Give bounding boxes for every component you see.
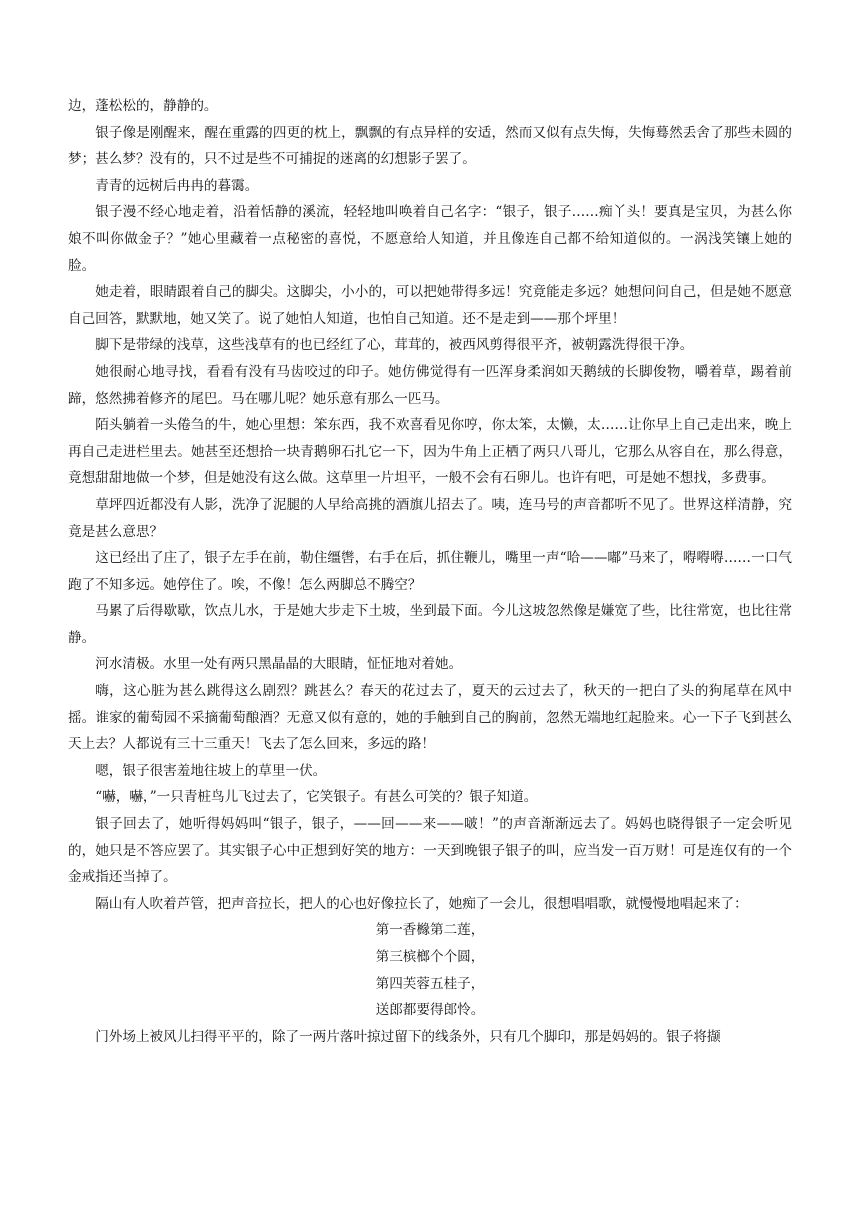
verse-line: 第一香櫞第二莲，	[375, 922, 485, 939]
document-page	[68, 93, 792, 1050]
verse-line: 第四芙蓉五桂子，	[375, 975, 485, 992]
paragraph: 陌头躺着一头倦刍的牛，她心里想：笨东西，我不欢喜看见你哼，你太笨，太懒，太……让你早上自己走出来，晚上再自己走进栏里去。她甚至还想拾一块青鹅卵石扎它一下，因为牛角上正栖了两只八哥儿，它那么从容自在，那么得意，竟想甜甜地做一个梦，但是她没有这么做。这草里一片坦平，一般不会有石卵儿。也许有吧，可是她不想找，多费事。	[68, 417, 792, 487]
paragraph: 这已经出了庄了，银子左手在前，勒住缰辔，右手在后，抓住鞭儿，嘴里一声“哈——嘟”马来了，嘚嘚嘚……一口气跑了不知多远。她停住了。唉，不像！怎么两脚总不腾空？	[68, 550, 792, 593]
paragraph: 马累了后得歇歇，饮点儿水，于是她大步走下土坡，坐到最下面。今儿这坡忽然像是嫌宽了些，比往常宽，也比往常静。	[68, 603, 792, 646]
paragraph-closing: 门外场上被风儿扫得平平的，除了一两片落叶掠过留下的线条外，只有几个脚印，那是妈妈的。银子将撷	[95, 1028, 721, 1045]
paragraph: 她很耐心地寻找，看看有没有马齿咬过的印子。她仿佛觉得有一匹浑身柔润如天鹅绒的长脚俊物，嚼着草，踢着前蹄，悠然拂着修齐的尾巴。马在哪儿呢？她乐意有那么一匹马。	[68, 363, 792, 407]
paragraph: 草坪四近都没有人影，洗净了泥腿的人早给高挑的酒旗儿招去了。咦，连马号的声音都听不见了。世界这样清静，究竟是甚么意思？	[68, 496, 792, 540]
paragraph: 脚下是带绿的浅草，这些浅草有的也已经红了心，茸茸的，被西风剪得很平齐，被朝露洗得很干净。	[95, 337, 694, 354]
verse-line: 送郎都要得郎怜。	[375, 1002, 485, 1019]
paragraph: “嚇，嚇，”一只青桩鸟儿飞过去了，它笑银子。有甚么可笑的？银子知道。	[95, 789, 538, 806]
paragraph: 嗨，这心脏为甚么跳得这么剧烈？跳甚么？春天的花过去了，夏天的云过去了，秋天的一把白了头的狗尾草在风中摇。谁家的葡萄园不采摘葡萄酿酒？无意又似有意的，她的手触到自己的胸前，忽然无端地红起脸来。心一下子飞到甚么天上去？人都说有三十三重天！飞去了怎么回来，多远的路！	[68, 683, 792, 753]
paragraph: 青青的远树后冉冉的暮霭。	[95, 177, 259, 194]
paragraph: 银子像是刚醒来，醒在重露的四更的枕上，飘飘的有点异样的安适，然而又似有点失悔，失悔蓦然丢舍了那些未圆的梦；甚么梦？没有的，只不过是些不可捕捉的迷离的幻想影子罢了。	[68, 124, 792, 168]
paragraph: 嗯，银子很害羞地往坡上的草里一伏。	[95, 762, 327, 779]
paragraph: 她走着，眼睛跟着自己的脚尖。这脚尖，小小的，可以把她带得多远！究竟能走多远？她想问问自己，但是她不愿意自己回答，默默地，她又笑了。说了她怕人知道，也怕自己知道。还不是走到——那个坪里！	[68, 284, 792, 327]
paragraph: 隔山有人吹着芦管，把声音拉长，把人的心也好像拉长了，她痴了一会儿，很想唱唱歌，就慢慢地唱起来了：	[95, 895, 748, 912]
verse-line: 第三槟榔个个圆，	[375, 949, 485, 965]
paragraph: 银子回去了，她听得妈妈叫“银子，银子，——回——来——啵！”的声音渐渐远去了。妈妈也晓得银子一定会听见的，她只是不答应罢了。其实银子心中正想到好笑的地方：一天到晚银子银子的叫，应当发一百万财！可是连仅有的一个金戒指还当掉了。	[68, 816, 792, 886]
paragraph: 银子漫不经心地走着，沿着恬静的溪流，轻轻地叫唤着自己名字：“银子，银子……痴丫头！要真是宝贝，为甚么你娘不叫你做金子？”她心里藏着一点秘密的喜悦，不愿意给人知道，并且像连自己都不给知道似的。一涡浅笑镶上她的脸。	[68, 204, 792, 274]
paragraph: 河水清极。水里一处有两只黑晶晶的大眼睛，怔怔地对着她。	[95, 656, 463, 673]
paragraph: 边，蓬松松的，静静的。	[68, 98, 218, 114]
song-verse	[68, 917, 792, 1023]
